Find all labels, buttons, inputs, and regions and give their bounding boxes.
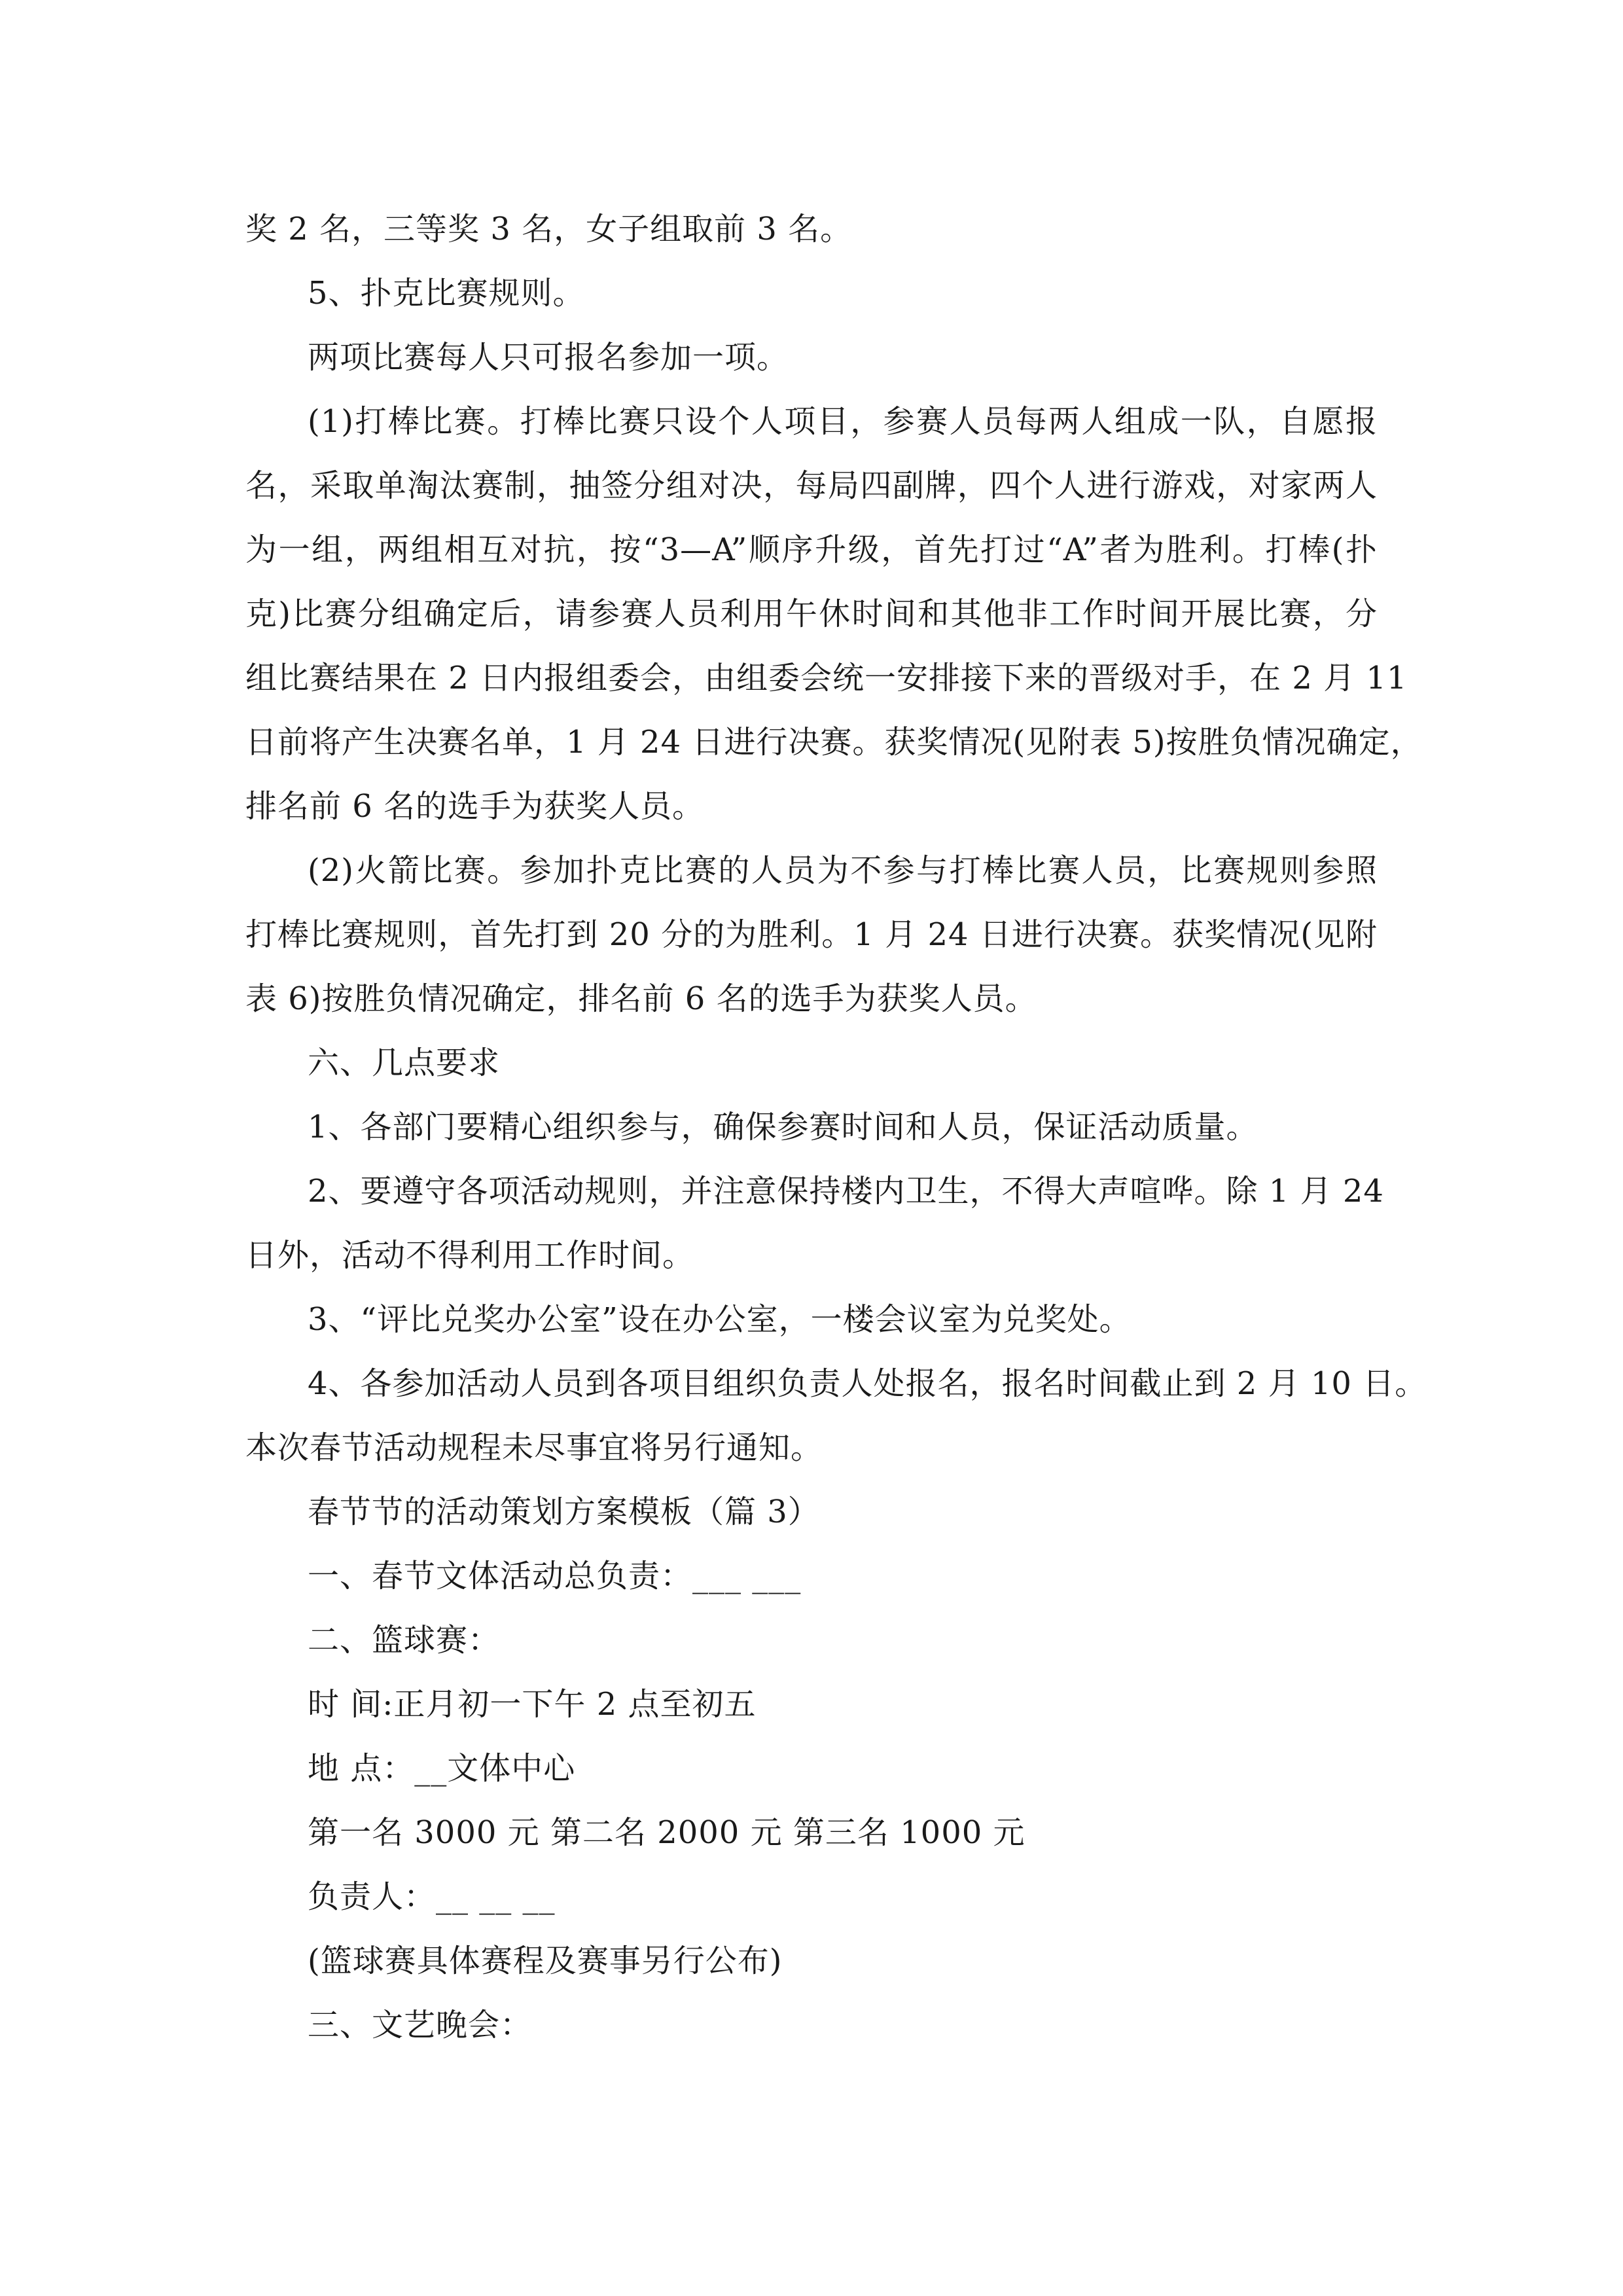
text-line: 名，采取单淘汰赛制，抽签分组对决，每局四副牌，四个人进行游戏，对家两人 bbox=[245, 467, 1378, 504]
text-line: 1、各部门要精心组织参与，确保参赛时间和人员，保证活动质量。 bbox=[308, 1109, 1258, 1145]
text-line: 排名前 6 名的选手为获奖人员。 bbox=[245, 788, 705, 825]
text-line: 表 6)按胜负情况确定，排名前 6 名的选手为获奖人员。 bbox=[245, 980, 1037, 1017]
text-line: 打棒比赛规则，首先打到 20 分的为胜利。1 月 24 日进行决赛。获奖情况(见附 bbox=[245, 916, 1378, 953]
text-line: 组比赛结果在 2 日内报组委会，由组委会统一安排接下来的晋级对手，在 2 月 11 bbox=[245, 660, 1408, 696]
text-line: 两项比赛每人只可报名参加一项。 bbox=[308, 339, 789, 376]
text-line: (2)火箭比赛。参加扑克比赛的人员为不参与打棒比赛人员，比赛规则参照 bbox=[308, 852, 1378, 889]
text-line: 为一组，两组相互对抗，按“3—A”顺序升级，首先打过“A”者为胜利。打棒(扑 bbox=[245, 531, 1378, 568]
text-line: 第一名 3000 元 第二名 2000 元 第三名 1000 元 bbox=[308, 1814, 1026, 1851]
section-heading: 三、文艺晚会： bbox=[308, 2007, 533, 2043]
text-line: 地 点：__文体中心 bbox=[308, 1750, 576, 1787]
text-line: 克)比赛分组确定后，请参赛人员利用午休时间和其他非工作时间开展比赛，分 bbox=[245, 596, 1378, 632]
section-heading: 一、春节文体活动总负责：___ ___ bbox=[308, 1558, 802, 1594]
text-line: 奖 2 名，三等奖 3 名，女子组取前 3 名。 bbox=[245, 211, 853, 247]
text-line: 本次春节活动规程未尽事宜将另行通知。 bbox=[245, 1429, 823, 1466]
section-heading: 六、几点要求 bbox=[308, 1045, 501, 1081]
text-line: 5、扑克比赛规则。 bbox=[308, 275, 585, 312]
section-heading: 二、篮球赛： bbox=[308, 1622, 501, 1659]
text-line: 日外，活动不得利用工作时间。 bbox=[245, 1237, 695, 1274]
text-line: 3、“评比兑奖办公室”设在办公室，一楼会议室为兑奖处。 bbox=[308, 1301, 1132, 1338]
text-line: (1)打棒比赛。打棒比赛只设个人项目，参赛人员每两人组成一队，自愿报 bbox=[308, 403, 1378, 440]
text-line: (篮球赛具体赛程及赛事另行公布) bbox=[308, 1943, 783, 1979]
text-line: 负责人：__ __ __ bbox=[308, 1878, 556, 1915]
section-title: 春节节的活动策划方案模板（篇 3） bbox=[308, 1494, 820, 1530]
text-line: 4、各参加活动人员到各项目组织负责人处报名，报名时间截止到 2 月 10 日。 bbox=[308, 1365, 1427, 1402]
text-line: 日前将产生决赛名单，1 月 24 日进行决赛。获奖情况(见附表 5)按胜负情况确定， bbox=[245, 724, 1423, 761]
text-line: 2、要遵守各项活动规则，并注意保持楼内卫生，不得大声喧哗。除 1 月 24 bbox=[308, 1173, 1384, 1210]
text-line: 时 间:正月初一下午 2 点至初五 bbox=[308, 1686, 757, 1723]
